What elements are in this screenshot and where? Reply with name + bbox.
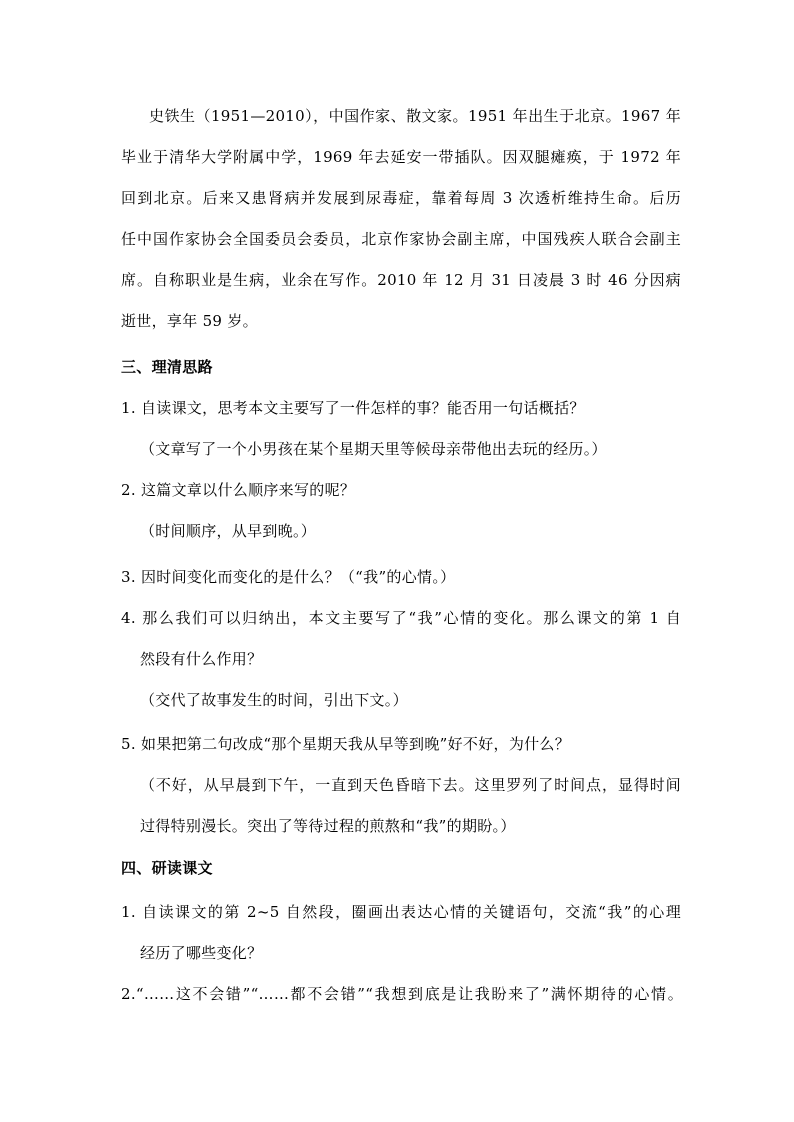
section3-answer-1: （文章写了一个小男孩在某个星期天里等候母亲带他出去玩的经历。） [140,440,607,458]
bio-line-1: 史铁生（1951—2010），中国作家、散文家。1951 年出生于北京。1967 年 [149,107,681,125]
section3-question-4-line-1: 4. 那么我们可以归纳出，本文主要写了“我”心情的变化。那么课文的第 1 自 [121,609,681,627]
section3-question-1: 1. 自读课文，思考本文主要写了一件怎样的事？能否用一句话概括？ [121,399,585,417]
section3-answer-5-line-1: （不好，从早晨到下午，一直到天色昏暗下去。这里罗列了时间点，显得时间 [140,776,681,794]
section3-question-2: 2. 这篇文章以什么顺序来写的呢？ [121,481,356,499]
section4-heading: 四、研读课文 [121,859,213,877]
section3-question-4-line-2: 然段有什么作用？ [140,650,263,668]
section3-heading: 三、理清思路 [121,358,213,376]
section3-answer-5-line-2: 过得特别漫长。突出了等待过程的煎熬和“我”的期盼。） [140,817,516,835]
bio-line-6: 逝世，享年 59 岁。 [121,312,258,330]
section3-question-5: 5. 如果把第二句改成“那个星期天我从早等到晚”好不好，为什么？ [121,735,571,753]
bio-line-5: 席。自称职业是生病，业余在写作。2010 年 12 月 31 日凌晨 3 时 46 分因病 [121,271,681,289]
section4-question-2: 2.“……这不会错”“……都不会错”“我想到底是让我盼来了”满怀期待的心情。 [121,985,683,1003]
section3-question-3: 3. 因时间变化而变化的是什么？（“我”的心情。） [121,568,456,586]
section3-answer-2: （时间顺序，从早到晚。） [140,522,317,540]
section4-question-1-line-2: 经历了哪些变化？ [140,944,263,962]
section3-answer-4: （交代了故事发生的时间，引出下文。） [140,691,408,709]
bio-line-2: 毕业于清华大学附属中学，1969 年去延安一带插队。因双腿瘫痪，于 1972 年 [121,148,681,166]
bio-line-4: 任中国作家协会全国委员会委员，北京作家协会副主席，中国残疾人联合会副主 [121,230,681,248]
bio-line-3: 回到北京。后来又患肾病并发展到尿毒症，靠着每周 3 次透析维持生命。后历 [121,189,681,207]
section4-question-1-line-1: 1. 自读课文的第 2~5 自然段，圈画出表达心情的关键语句，交流“我”的心理 [121,903,681,921]
